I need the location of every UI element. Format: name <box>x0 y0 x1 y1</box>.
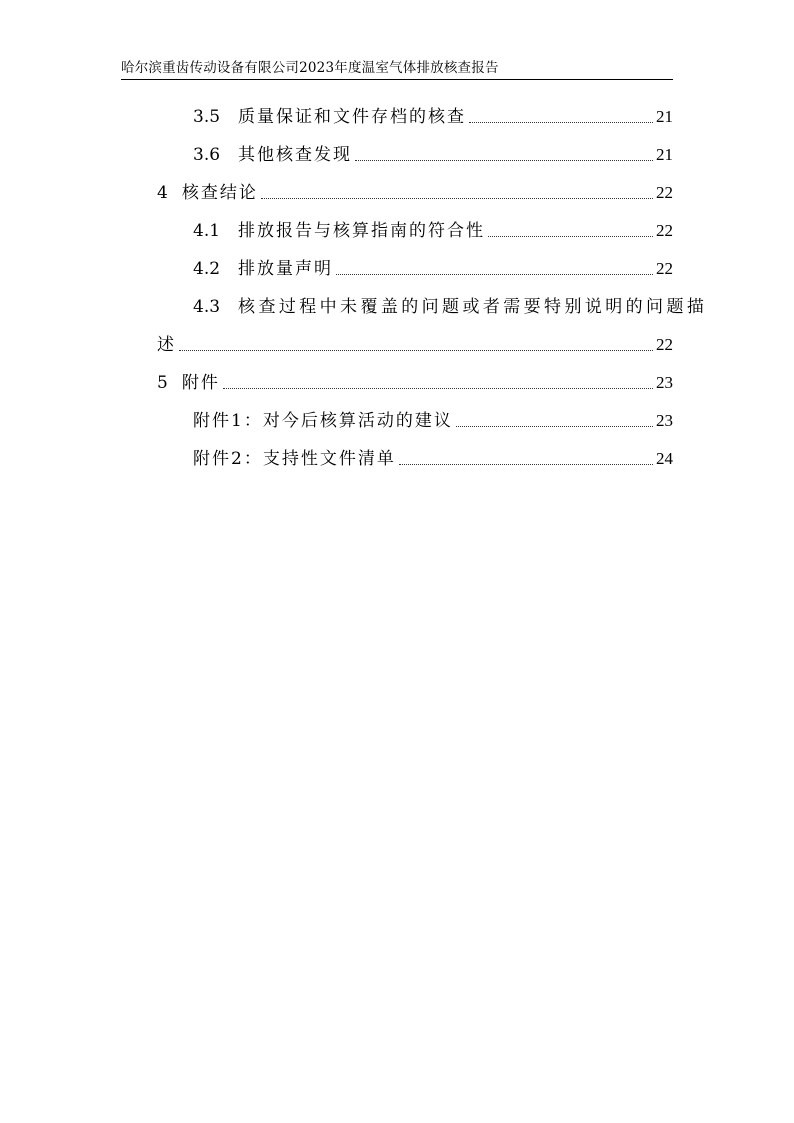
toc-number: 4 <box>157 183 168 203</box>
toc-page-number: 22 <box>656 259 673 278</box>
toc-entry-4-3-first-line <box>193 296 707 320</box>
toc-title: 其他核查发现 <box>238 145 353 165</box>
toc-title-continuation: 述 <box>157 335 176 355</box>
toc-page-number: 24 <box>656 449 673 468</box>
toc-leader <box>336 274 653 275</box>
toc-number: 3.5 <box>193 107 221 127</box>
toc-page-number: 23 <box>656 411 673 430</box>
toc-leader <box>223 388 653 389</box>
toc-number: 4.2 <box>193 259 221 279</box>
toc-number: 3.6 <box>193 145 221 165</box>
toc-entry-4-1[interactable] <box>193 218 673 242</box>
toc-leader <box>179 350 653 351</box>
toc-leader <box>399 464 653 465</box>
toc-page-number: 22 <box>656 183 673 202</box>
toc-number: 5 <box>157 373 168 393</box>
toc-page-number: 23 <box>656 373 673 392</box>
toc-number: 4.3 <box>193 297 221 317</box>
toc-page-number: 21 <box>656 107 673 126</box>
toc-title: 附件 <box>181 373 220 393</box>
toc-entry-4-2[interactable] <box>193 256 673 280</box>
toc-leader <box>456 426 653 427</box>
toc-entry-appendix-1[interactable] <box>193 408 673 432</box>
toc-page-number: 22 <box>656 221 673 240</box>
toc-leader <box>261 198 653 199</box>
toc-leader <box>355 160 653 161</box>
toc-title: 排放报告与核算指南的符合性 <box>238 221 486 241</box>
toc-title: 核查过程中未覆盖的问题或者需要特别说明的问题描 <box>238 297 708 317</box>
toc-entry-appendix-2[interactable] <box>193 446 673 470</box>
toc-title: 附件1：对今后核算活动的建议 <box>193 411 453 431</box>
toc-entry-4-3-continuation[interactable] <box>157 332 673 356</box>
toc-title: 质量保证和文件存档的核查 <box>238 107 467 127</box>
toc-entry-4[interactable] <box>157 180 673 204</box>
toc-entry-3-6[interactable] <box>193 142 673 166</box>
running-header: 哈尔滨重齿传动设备有限公司2023年度温室气体排放核查报告 <box>121 59 673 80</box>
toc-entry-3-5[interactable] <box>193 104 673 128</box>
toc-entry-5[interactable] <box>157 370 673 394</box>
toc-entry-4-3[interactable] <box>193 296 708 320</box>
toc-leader <box>488 236 653 237</box>
toc-title: 核查结论 <box>181 183 258 203</box>
toc-leader <box>469 122 653 123</box>
toc-page-number: 21 <box>656 145 673 164</box>
toc-page-number: 22 <box>656 335 673 354</box>
toc-title: 附件2：支持性文件清单 <box>193 449 396 469</box>
toc-number: 4.1 <box>193 221 221 241</box>
toc-title: 排放量声明 <box>238 259 334 279</box>
